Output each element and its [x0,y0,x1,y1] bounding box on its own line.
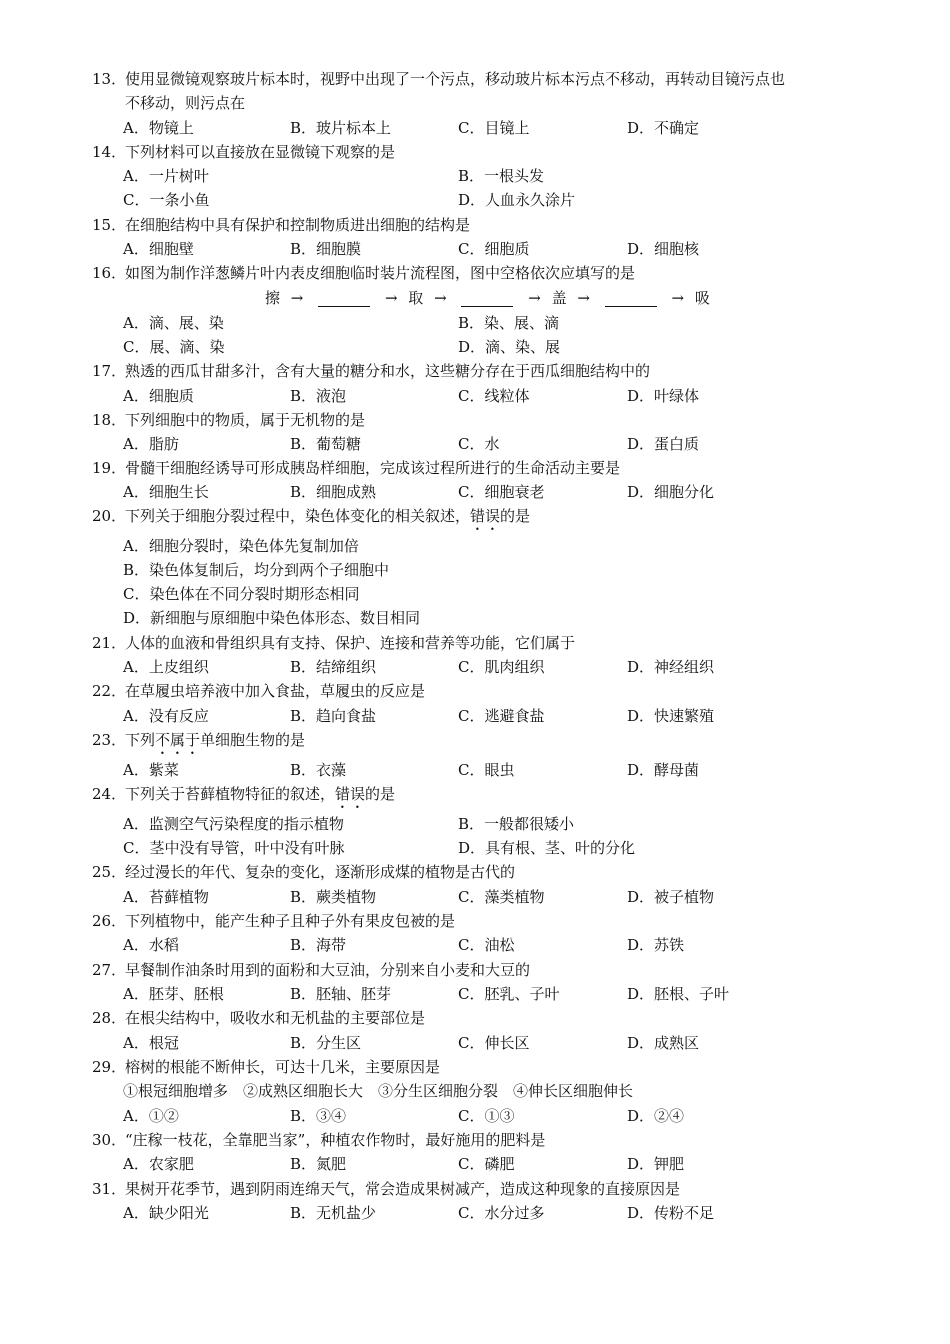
question-16-option-b: B．染、展、滴 [458,314,560,332]
emphasis-text: 错误 [470,507,501,525]
question-23-option-c: C．眼虫 [458,761,515,779]
question-22-option-b: B．趋向食盐 [290,707,377,725]
question-31-option-a: A．缺少阳光 [123,1204,209,1222]
question-29-option-b: B．③④ [290,1107,347,1125]
question-24-option-d: D．具有根、茎、叶的分化 [458,839,636,857]
question-16-stem: 16．如图为制作洋葱鳞片叶内表皮细胞临时装片流程图，图中空格依次应填写的是 [92,264,636,282]
question-13-stem: 13．使用显微镜观察玻片标本时，视野中出现了一个污点，移动玻片标本污点不移动，再转动目镜污点也 [92,70,786,88]
question-31-option-d: D．传粉不足 [627,1204,715,1222]
flow-arrow-icon: → [384,289,398,307]
flow-step-absorb: 吸 [694,289,710,307]
question-20-option-b: B．染色体复制后，均分到两个子细胞中 [123,561,390,579]
question-28-option-d: D．成熟区 [627,1034,700,1052]
flow-arrow-icon: → [434,289,447,307]
question-29-stem: 29．榕树的根能不断伸长，可达十几米，主要原因是 [92,1058,441,1076]
question-16-option-d: D．滴、染、展 [458,338,561,356]
question-29-option-d: D．②④ [627,1107,685,1125]
question-21-option-a: A．上皮组织 [123,658,209,676]
flow-step-take: 取 [408,289,424,307]
question-17-option-b: B．液泡 [290,387,347,405]
question-26-option-c: C．油松 [458,936,515,954]
question-15-option-c: C．细胞质 [458,240,530,258]
question-18-stem: 18．下列细胞中的物质，属于无机物的是 [92,411,366,429]
question-13-option-a: A．物镜上 [123,119,194,137]
question-14-option-a: A．一片树叶 [123,167,209,185]
question-13-stem-cont: 不移动，则污点在 [125,94,246,112]
question-18-option-a: A．脂肪 [123,435,179,453]
question-23-stem: 23．下列不属于单细胞生物的是 [92,731,306,749]
question-21-option-c: C．肌肉组织 [458,658,545,676]
question-28-option-b: B．分生区 [290,1034,362,1052]
flow-step-wipe: 擦 [265,289,281,307]
question-14-option-d: D．人血永久涂片 [458,191,576,209]
question-20-option-c: C．染色体在不同分裂时期形态相同 [123,585,360,603]
question-29-option-a: A．①② [123,1107,179,1125]
question-14-option-b: B．一根头发 [458,167,545,185]
question-13-option-b: B．玻片标本上 [290,119,392,137]
question-27-option-a: A．胚芽、胚根 [123,985,224,1003]
question-21-stem: 21．人体的血液和骨组织具有支持、保护、连接和营养等功能，它们属于 [92,634,576,652]
flow-blank-1 [318,292,370,307]
question-19-stem: 19．骨髓干细胞经诱导可形成胰岛样细胞，完成该过程所进行的生命活动主要是 [92,459,621,477]
question-25-stem: 25．经过漫长的年代、复杂的变化，逐渐形成煤的植物是古代的 [92,863,516,881]
question-20-option-d: D．新细胞与原细胞中染色体形态、数目相同 [123,609,421,627]
question-20-stem: 20．下列关于细胞分裂过程中，染色体变化的相关叙述，错误的是 [92,507,531,525]
flow-step-cover: 盖 [551,289,567,307]
question-23-option-a: A．紫菜 [123,761,179,779]
question-27-option-d: D．胚根、子叶 [627,985,730,1003]
question-26-option-a: A．水稻 [123,936,179,954]
question-29-statements: ①根冠细胞增多 ②成熟区细胞长大 ③分生区细胞分裂 ④伸长区细胞伸长 [123,1082,634,1100]
question-19-option-c: C．细胞衰老 [458,483,545,501]
question-15-option-d: D．细胞核 [627,240,700,258]
question-23-option-b: B．衣藻 [290,761,347,779]
question-22-option-c: C．逃避食盐 [458,707,545,725]
question-25-option-b: B．蕨类植物 [290,888,377,906]
question-28-stem: 28．在根尖结构中，吸收水和无机盐的主要部位是 [92,1009,426,1027]
flow-arrow-icon: → [290,289,304,307]
question-17-option-d: D．叶绿体 [627,387,700,405]
question-18-option-b: B．葡萄糖 [290,435,362,453]
question-14-stem: 14．下列材料可以直接放在显微镜下观察的是 [92,143,396,161]
question-19-option-d: D．细胞分化 [627,483,715,501]
question-13-option-d: D．不确定 [627,119,700,137]
question-30-stem: 30．“庄稼一枝花，全靠肥当家”，种植农作物时，最好施用的肥料是 [92,1131,546,1149]
question-28-option-c: C．伸长区 [458,1034,530,1052]
question-30-option-b: B．氮肥 [290,1155,347,1173]
question-29-option-c: C．①③ [458,1107,515,1125]
question-14-option-c: C．一条小鱼 [123,191,210,209]
question-16-option-a: A．滴、展、染 [123,314,224,332]
question-27-stem: 27．早餐制作油条时用到的面粉和大豆油，分别来自小麦和大豆的 [92,961,531,979]
flow-blank-3 [605,292,657,307]
question-27-option-c: C．胚乳、子叶 [458,985,560,1003]
question-26-stem: 26．下列植物中，能产生种子且种子外有果皮包被的是 [92,912,456,930]
question-22-option-d: D．快速繁殖 [627,707,715,725]
question-18-option-d: D．蛋白质 [627,435,700,453]
emphasis-text: 错误 [335,785,366,803]
question-13-option-c: C．目镜上 [458,119,530,137]
question-21-option-d: D．神经组织 [627,658,715,676]
question-27-option-b: B．胚轴、胚芽 [290,985,392,1003]
question-18-option-c: C．水 [458,435,500,453]
question-23-option-d: D．酵母菌 [627,761,700,779]
flow-blank-2 [461,292,513,307]
question-15-option-a: A．细胞壁 [123,240,194,258]
question-25-option-a: A．苔藓植物 [123,888,209,906]
question-17-stem: 17．熟透的西瓜甘甜多汁，含有大量的糖分和水，这些糖分存在于西瓜细胞结构中的 [92,362,651,380]
question-31-stem: 31．果树开花季节，遇到阴雨连绵天气，常会造成果树减产，造成这种现象的直接原因是 [92,1180,681,1198]
question-31-option-b: B．无机盐少 [290,1204,377,1222]
flow-arrow-icon: → [528,289,541,307]
question-25-option-d: D．被子植物 [627,888,715,906]
question-25-option-c: C．藻类植物 [458,888,545,906]
question-19-option-a: A．细胞生长 [123,483,209,501]
question-30-option-d: D．钾肥 [627,1155,685,1173]
procedure-flowchart [265,286,710,310]
question-31-option-c: C．水分过多 [458,1204,545,1222]
question-24-option-a: A．监测空气污染程度的指示植物 [123,815,344,833]
question-24-option-c: C．茎中没有导管，叶中没有叶脉 [123,839,345,857]
question-22-stem: 22．在草履虫培养液中加入食盐，草履虫的反应是 [92,682,426,700]
question-30-option-c: C．磷肥 [458,1155,515,1173]
question-28-option-a: A．根冠 [123,1034,179,1052]
question-26-option-d: D．苏铁 [627,936,685,954]
question-17-option-a: A．细胞质 [123,387,194,405]
question-26-option-b: B．海带 [290,936,347,954]
question-15-option-b: B．细胞膜 [290,240,362,258]
question-17-option-c: C．线粒体 [458,387,530,405]
question-16-option-c: C．展、滴、染 [123,338,225,356]
flow-arrow-icon: → [577,289,590,307]
emphasis-text: 不属于 [155,731,201,749]
flow-arrow-icon: → [671,289,685,307]
question-22-option-a: A．没有反应 [123,707,209,725]
question-19-option-b: B．细胞成熟 [290,483,377,501]
question-24-stem: 24．下列关于苔藓植物特征的叙述，错误的是 [92,785,396,803]
question-24-option-b: B．一般都很矮小 [458,815,575,833]
question-15-stem: 15．在细胞结构中具有保护和控制物质进出细胞的结构是 [92,216,471,234]
question-20-option-a: A．细胞分裂时，染色体先复制加倍 [123,537,359,555]
question-21-option-b: B．结缔组织 [290,658,377,676]
question-30-option-a: A．农家肥 [123,1155,194,1173]
